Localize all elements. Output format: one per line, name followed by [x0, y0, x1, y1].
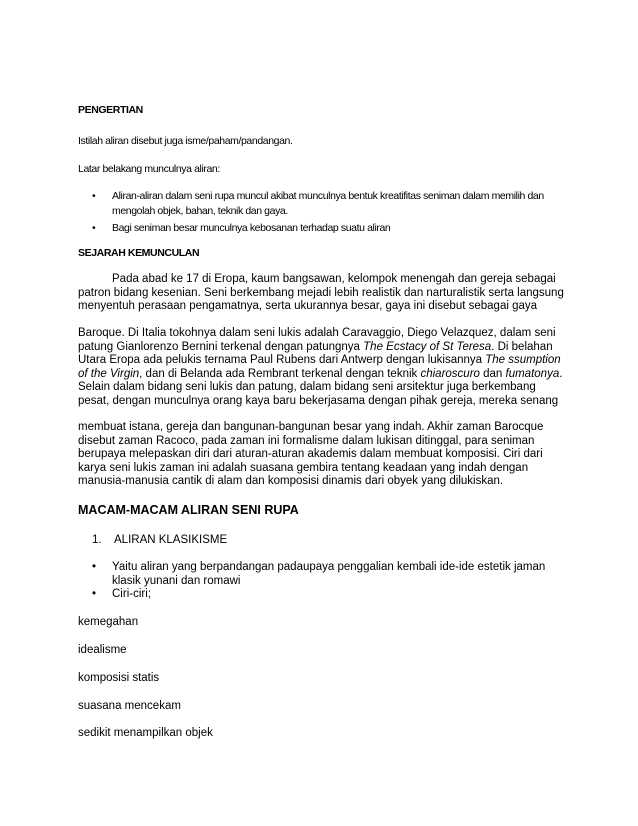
latar-list	[78, 189, 570, 236]
heading-sejarah: SEJARAH KEMUNCULAN	[78, 247, 200, 259]
list-item-text: Yaitu aliran yang berpandangan padaupaya penggalian kembali ide-ide estetik jaman klasik yunani dan romawi	[112, 561, 546, 587]
sejarah-paragraph-3: membuat istana, gereja dan bangunan-bangunan besar yang indah. Akhir zaman Barocque disebut zaman Racoco, pada zaman ini formalisme dalam lukisan ditinggal, para seniman berupaya melepaskan diri dari aturan-aturan akademis dalam membuat komposisi. Ciri dari karya seni lukis zaman ini adalah suasana gembira tentang keadaan yang indah dengan manusia-manusia cantik di alam dan komposisi dinamis dari obyek yang dilukiskan.	[78, 421, 544, 487]
istilah-text: Istilah aliran disebut juga isme/paham/pandangan.	[78, 135, 293, 147]
technique-term: chiaroscuro	[420, 367, 480, 380]
technique-term: fumatonya	[505, 367, 560, 380]
sejarah-paragraph-1: Pada abad ke 17 di Eropa, kaum bangsawan, kelompok menengah dan gereja sebagai patron bidang kesenian. Seni berkembang mejadi lebih realistik dan narturalistik serta langsung menyentuh perasaan pengamatnya, serta ukurannya besar, gaya ini disebut sebagai gaya	[78, 273, 564, 312]
list-item-text: Aliran-aliran dalam seni rupa muncul akibat munculnya bentuk kreatifitas seniman dalam memilih dan mengolah objek, bahan, teknik dan gaya.	[112, 190, 544, 217]
bullet-icon: •	[92, 222, 96, 234]
artwork-title: The ssumption of the Virgin	[78, 354, 561, 380]
ciri-item: kemegahan	[78, 616, 139, 628]
bullet-icon: •	[92, 190, 96, 202]
list-item	[78, 561, 570, 588]
klasik-heading	[78, 534, 638, 548]
bullet-icon: •	[92, 561, 97, 573]
sejarah-paragraph-2	[78, 327, 570, 408]
text-run: . Selain dalam bidang seni lukis dan patung, dalam bidang seni arsitektur juga berkembang pesat, dengan munculnya orang kaya baru bekerjasama dengan pihak gereja, mereka senang	[78, 367, 563, 407]
heading-macam: MACAM-MACAM ALIRAN SENI RUPA	[78, 503, 299, 517]
text-run: . Di belahan Utara Eropa ada pelukis ternama Paul Rubens dari Antwerp dengan lukisannya	[78, 340, 553, 366]
klasik-list	[78, 561, 570, 602]
ciri-item: suasana mencekam	[78, 700, 181, 712]
text-run: dan	[479, 367, 506, 380]
list-item-text: Bagi seniman besar munculnya kebosanan terhadap suatu aliran	[112, 222, 391, 234]
text-run: Baroque. Di Italia tokohnya dalam seni lukis adalah Caravaggio, Diego Velazquez, dalam seni patung Gianlorenzo Bernini terkenal dengan patungnya	[78, 327, 556, 353]
klasik-title: ALIRAN KLASIKISME	[114, 534, 228, 546]
ciri-item: idealisme	[78, 644, 127, 656]
list-item	[78, 588, 570, 602]
latar-text: Latar belakang munculnya aliran:	[78, 163, 220, 175]
list-item-text: Ciri-ciri;	[112, 588, 151, 600]
ciri-item: sedikit menampilkan objek	[78, 727, 213, 739]
heading-pengertian: PENGERTIAN	[78, 104, 143, 116]
list-item	[78, 221, 570, 236]
list-item	[78, 189, 570, 219]
bullet-icon: •	[92, 588, 97, 600]
ciri-item: komposisi statis	[78, 672, 160, 684]
list-number: 1.	[92, 534, 102, 546]
artwork-title: The Ecstacy of St Teresa	[363, 340, 492, 353]
text-run: , dan di Belanda ada Rembrant terkenal dengan teknik	[139, 367, 421, 380]
